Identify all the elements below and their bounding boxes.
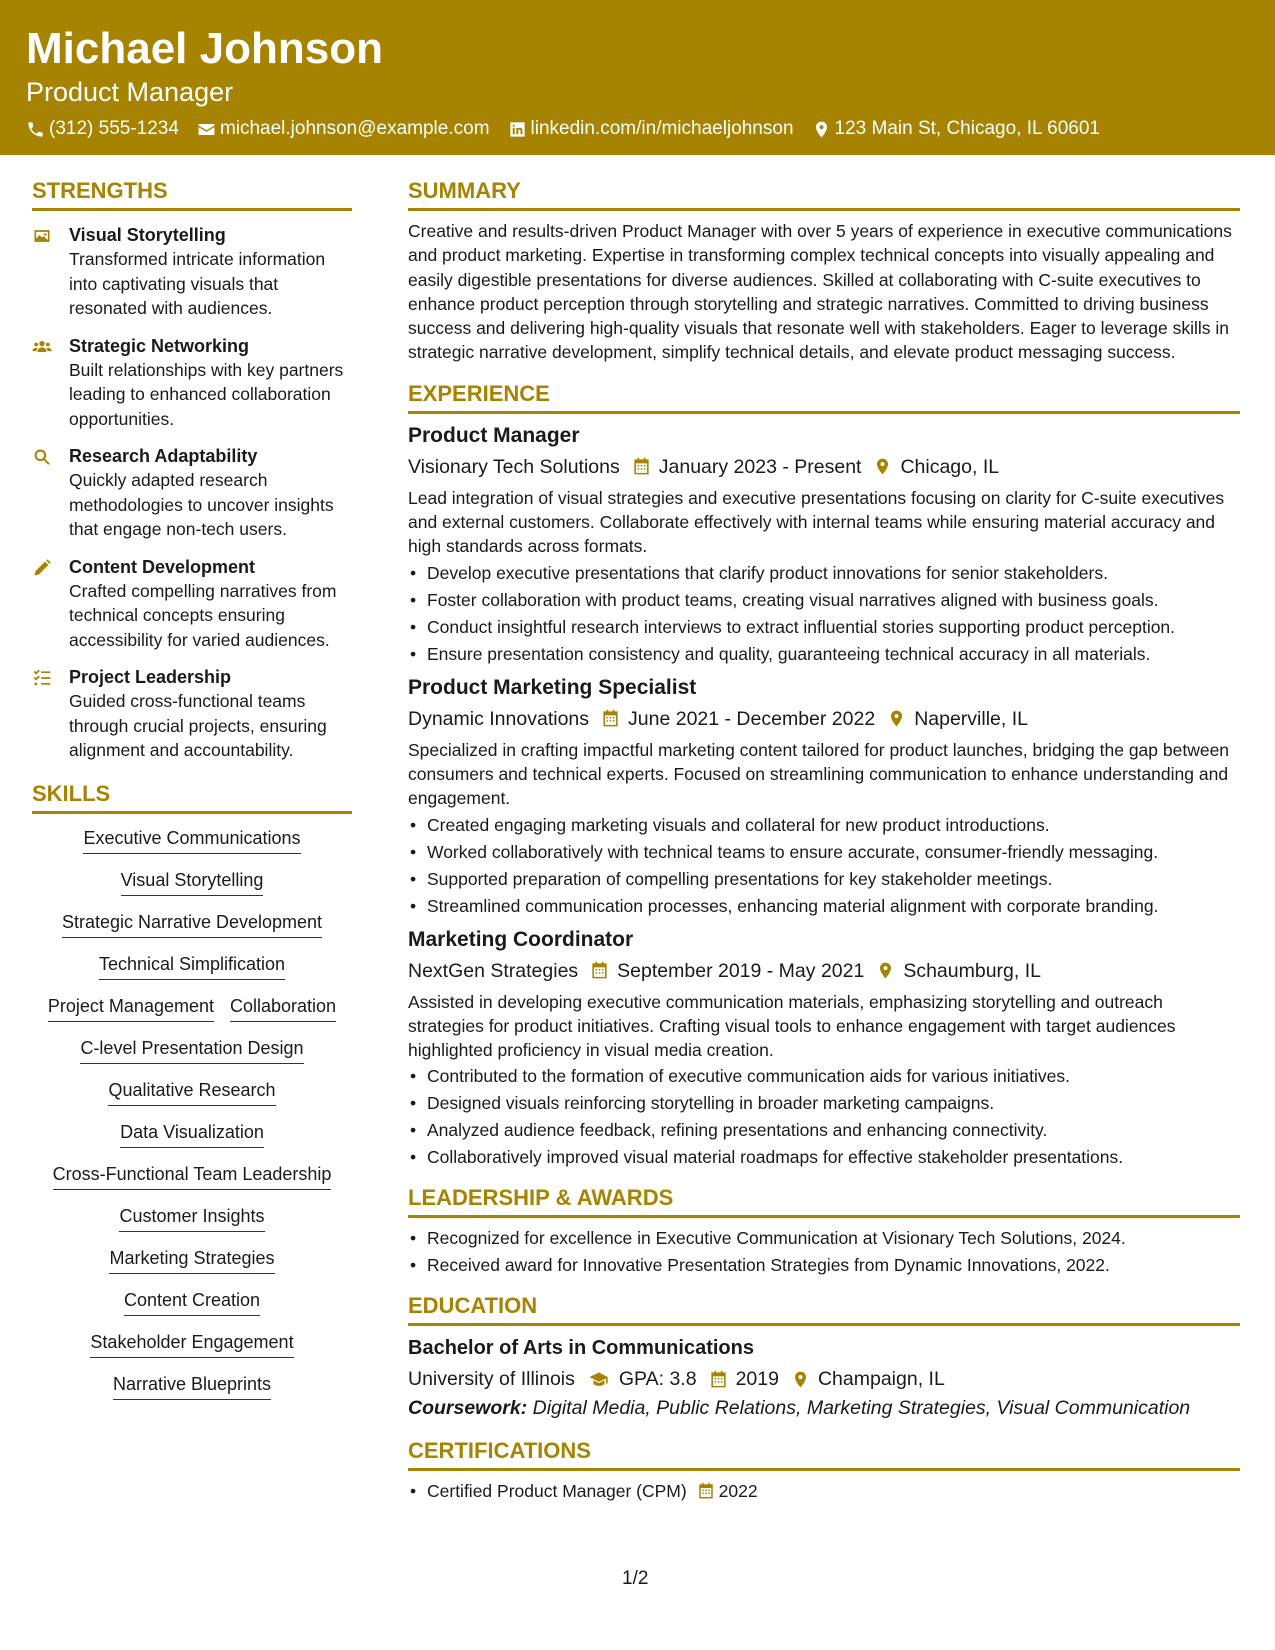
- job-bullets: [408, 1064, 1240, 1169]
- job-title: Product Manager: [408, 423, 580, 447]
- skills-heading: SKILLS: [32, 779, 352, 814]
- phone-icon: [26, 120, 45, 139]
- bullet-item: • Conduct insightful research interviews to extract influential stories supporting product perception.: [408, 615, 1240, 639]
- search-icon: [32, 447, 52, 467]
- edu-school: University of Illinois: [408, 1368, 575, 1391]
- job-company: Dynamic Innovations: [408, 707, 590, 730]
- strength-desc: Quickly adapted research methodologies to uncover insights that engage non-tech users.: [69, 470, 334, 539]
- map-pin-icon: [812, 120, 831, 139]
- contact-phone[interactable]: [26, 118, 179, 140]
- strength-title: Project Leadership: [69, 667, 232, 687]
- awards-list: [408, 1226, 1240, 1277]
- strength-title: Strategic Networking: [69, 335, 250, 356]
- skill-tag: Project Management: [48, 994, 214, 1022]
- strength-title: Visual Storytelling: [69, 225, 226, 245]
- strength-desc: Built relationships with key partners leading to enhanced collaboration opportunities.: [69, 359, 344, 429]
- edu-gpa: GPA: 3.8: [618, 1368, 697, 1391]
- education-heading: EDUCATION: [408, 1291, 1240, 1326]
- calendar-icon: [632, 457, 651, 476]
- strength-desc: Crafted compelling narratives from technical concepts ensuring accessibility for varied audiences.: [69, 580, 337, 650]
- right-column: [408, 176, 1240, 1506]
- job-entry: [408, 674, 1240, 918]
- job-description: Lead integration of visual strategies and executive presentations focusing on clarity for C-suite executives and external customers. Collaborate effectively with internal teams while ensuring material accuracy and high standards across formats.: [408, 487, 1225, 557]
- bullet-item: • Foster collaboration with product teams, creating visual narratives aligned with business goals.: [408, 588, 1240, 612]
- linkedin-text: linkedin.com/in/michaeljohnson: [530, 118, 794, 139]
- skill-tag: Stakeholder Engagement: [90, 1330, 293, 1358]
- contact-address: [812, 118, 1100, 140]
- bullet-item: • Collaboratively improved visual material roadmaps for effective stakeholder presentations.: [408, 1145, 1240, 1169]
- calendar-icon: [709, 1370, 728, 1389]
- strengths-list: [32, 223, 352, 763]
- certification-name: Certified Product Manager (CPM): [427, 1481, 687, 1502]
- map-pin-icon: [791, 1370, 810, 1389]
- skill-tag: C-level Presentation Design: [80, 1036, 303, 1064]
- linkedin-icon: [508, 120, 527, 139]
- job-title: Marketing Coordinator: [408, 927, 634, 951]
- strength-item: [32, 665, 352, 763]
- resume-header: [0, 0, 1275, 155]
- job-company: Visionary Tech Solutions: [408, 455, 620, 478]
- skills-list: [32, 826, 352, 1414]
- strength-item: [32, 444, 352, 542]
- map-pin-icon: [873, 457, 892, 476]
- graduation-cap-icon: [587, 1370, 611, 1389]
- edu-location: Champaign, IL: [817, 1368, 945, 1391]
- job-description: Assisted in developing executive communication materials, emphasizing storytelling and outreach strategies for product initiatives. Crafting visual tools to enhance engagement with target audiences highlighted proficiency in visual media creation.: [408, 991, 1176, 1061]
- bullet-item: • Worked collaboratively with technical teams to ensure accurate, consumer-friendly messaging.: [408, 840, 1240, 864]
- candidate-title: Product Manager: [26, 77, 234, 107]
- experience-heading: EXPERIENCE: [408, 379, 1240, 414]
- contact-bar: [26, 118, 1275, 140]
- email-text: michael.johnson@example.com: [219, 118, 490, 139]
- job-dates: June 2021 - December 2022: [628, 707, 876, 730]
- summary-text: Creative and results-driven Product Manager with over 5 years of experience in executive communications and product marketing. Expertise in transforming complex technical concepts into visually appealing and easily digestible presentations for diverse audiences. Skilled at collaborating with C-suite executives to enhance product perception through storytelling and strategic narratives. Committed to driving business success and delivering high-quality visuals that resonate well with stakeholders. Eager to leverage skills in strategic narrative development, simplify technical details, and elevate product messaging success.: [408, 221, 1232, 363]
- job-location: Chicago, IL: [900, 455, 1000, 478]
- certifications-list: [408, 1479, 1240, 1503]
- contact-email[interactable]: [197, 118, 490, 140]
- image-icon: [32, 226, 52, 246]
- job-bullets: [408, 561, 1240, 666]
- strength-item: [32, 334, 352, 432]
- calendar-icon: [697, 1482, 715, 1500]
- left-column: [32, 176, 352, 1414]
- bullet-item: • Supported preparation of compelling presentations for key stakeholder meetings.: [408, 867, 1240, 891]
- bullet-item: • Contributed to the formation of executive communication aids for various initiatives.: [408, 1064, 1240, 1088]
- strength-title: Research Adaptability: [69, 446, 258, 466]
- map-pin-icon: [876, 961, 895, 980]
- envelope-icon: [197, 120, 216, 139]
- candidate-name: Michael Johnson: [26, 24, 383, 73]
- edu-meta: [408, 1364, 1240, 1394]
- award-item: • Recognized for excellence in Executive Communication at Visionary Tech Solutions, 2024.: [408, 1226, 1240, 1250]
- skill-tag: Executive Communications: [83, 826, 300, 854]
- job-location: Naperville, IL: [914, 707, 1028, 730]
- certification-year: 2022: [718, 1481, 758, 1502]
- skill-tag: Customer Insights: [119, 1204, 264, 1232]
- job-dates: January 2023 - Present: [658, 455, 862, 478]
- skill-tag: Strategic Narrative Development: [62, 910, 322, 938]
- strength-item: [32, 223, 352, 321]
- job-description: Specialized in crafting impactful marketing content tailored for product launches, bridging the gap between consumers and technical experts. Focused on streamlining communication to enhance understanding and engagement.: [408, 739, 1230, 809]
- task-list-icon: [32, 668, 52, 688]
- job-company: NextGen Strategies: [408, 959, 579, 982]
- awards-heading: LEADERSHIP & AWARDS: [408, 1183, 1240, 1218]
- summary-heading: SUMMARY: [408, 176, 1240, 211]
- skill-tag: Qualitative Research: [108, 1078, 275, 1106]
- skill-tag: Narrative Blueprints: [113, 1372, 271, 1400]
- edu-coursework: [408, 1394, 1240, 1422]
- skill-tag: Cross-Functional Team Leadership: [53, 1162, 332, 1190]
- skill-tag: Visual Storytelling: [121, 868, 264, 896]
- strengths-heading: STRENGTHS: [32, 176, 352, 211]
- edu-degree: Bachelor of Arts in Communications: [408, 1337, 754, 1360]
- skill-tag: Collaboration: [230, 994, 336, 1022]
- users-icon: [32, 337, 52, 357]
- bullet-item: • Created engaging marketing visuals and collateral for new product introductions.: [408, 813, 1240, 837]
- certification-item: [408, 1479, 1240, 1503]
- certifications-heading: CERTIFICATIONS: [408, 1436, 1240, 1471]
- skill-tag: Content Creation: [124, 1288, 260, 1316]
- pencil-icon: [32, 558, 52, 578]
- calendar-icon: [601, 709, 620, 728]
- map-pin-icon: [887, 709, 906, 728]
- job-meta: [408, 956, 1240, 986]
- calendar-icon: [590, 961, 609, 980]
- strength-item: [32, 555, 352, 653]
- edu-year: 2019: [735, 1368, 779, 1391]
- bullet-item: • Designed visuals reinforcing storytelling in broader marketing campaigns.: [408, 1091, 1240, 1115]
- address-text: 123 Main St, Chicago, IL 60601: [834, 118, 1100, 139]
- job-entry: [408, 926, 1240, 1170]
- skill-tag: Data Visualization: [120, 1120, 264, 1148]
- job-meta: [408, 452, 1240, 482]
- bullet-item: • Analyzed audience feedback, refining presentations and enhancing connectivity.: [408, 1118, 1240, 1142]
- job-entry: [408, 422, 1240, 666]
- skill-tag: Technical Simplification: [99, 952, 285, 980]
- bullet-item: • Ensure presentation consistency and quality, guaranteeing technical accuracy in all materials.: [408, 642, 1240, 666]
- award-item: • Received award for Innovative Presentation Strategies from Dynamic Innovations, 2022.: [408, 1253, 1240, 1277]
- page-number: 1/2: [622, 1568, 649, 1589]
- job-dates: September 2019 - May 2021: [617, 959, 865, 982]
- skill-tag: Marketing Strategies: [109, 1246, 274, 1274]
- strength-desc: Guided cross-functional teams through crucial projects, ensuring alignment and accountability.: [69, 691, 327, 760]
- job-title: Product Marketing Specialist: [408, 675, 697, 699]
- strength-title: Content Development: [69, 556, 256, 577]
- bullet-item: • Develop executive presentations that clarify product innovations for senior stakeholders.: [408, 561, 1240, 585]
- job-bullets: [408, 813, 1240, 918]
- job-meta: [408, 704, 1240, 734]
- coursework-list: Digital Media, Public Relations, Marketing Strategies, Visual Communication: [527, 1397, 1191, 1420]
- job-location: Schaumburg, IL: [903, 959, 1041, 982]
- coursework-label: Coursework:: [408, 1397, 528, 1420]
- phone-text: (312) 555-1234: [49, 118, 179, 139]
- contact-linkedin[interactable]: [508, 118, 794, 140]
- strength-desc: Transformed intricate information into captivating visuals that resonated with audiences.: [69, 249, 326, 318]
- bullet-item: • Streamlined communication processes, enhancing material alignment with corporate branding.: [408, 894, 1240, 918]
